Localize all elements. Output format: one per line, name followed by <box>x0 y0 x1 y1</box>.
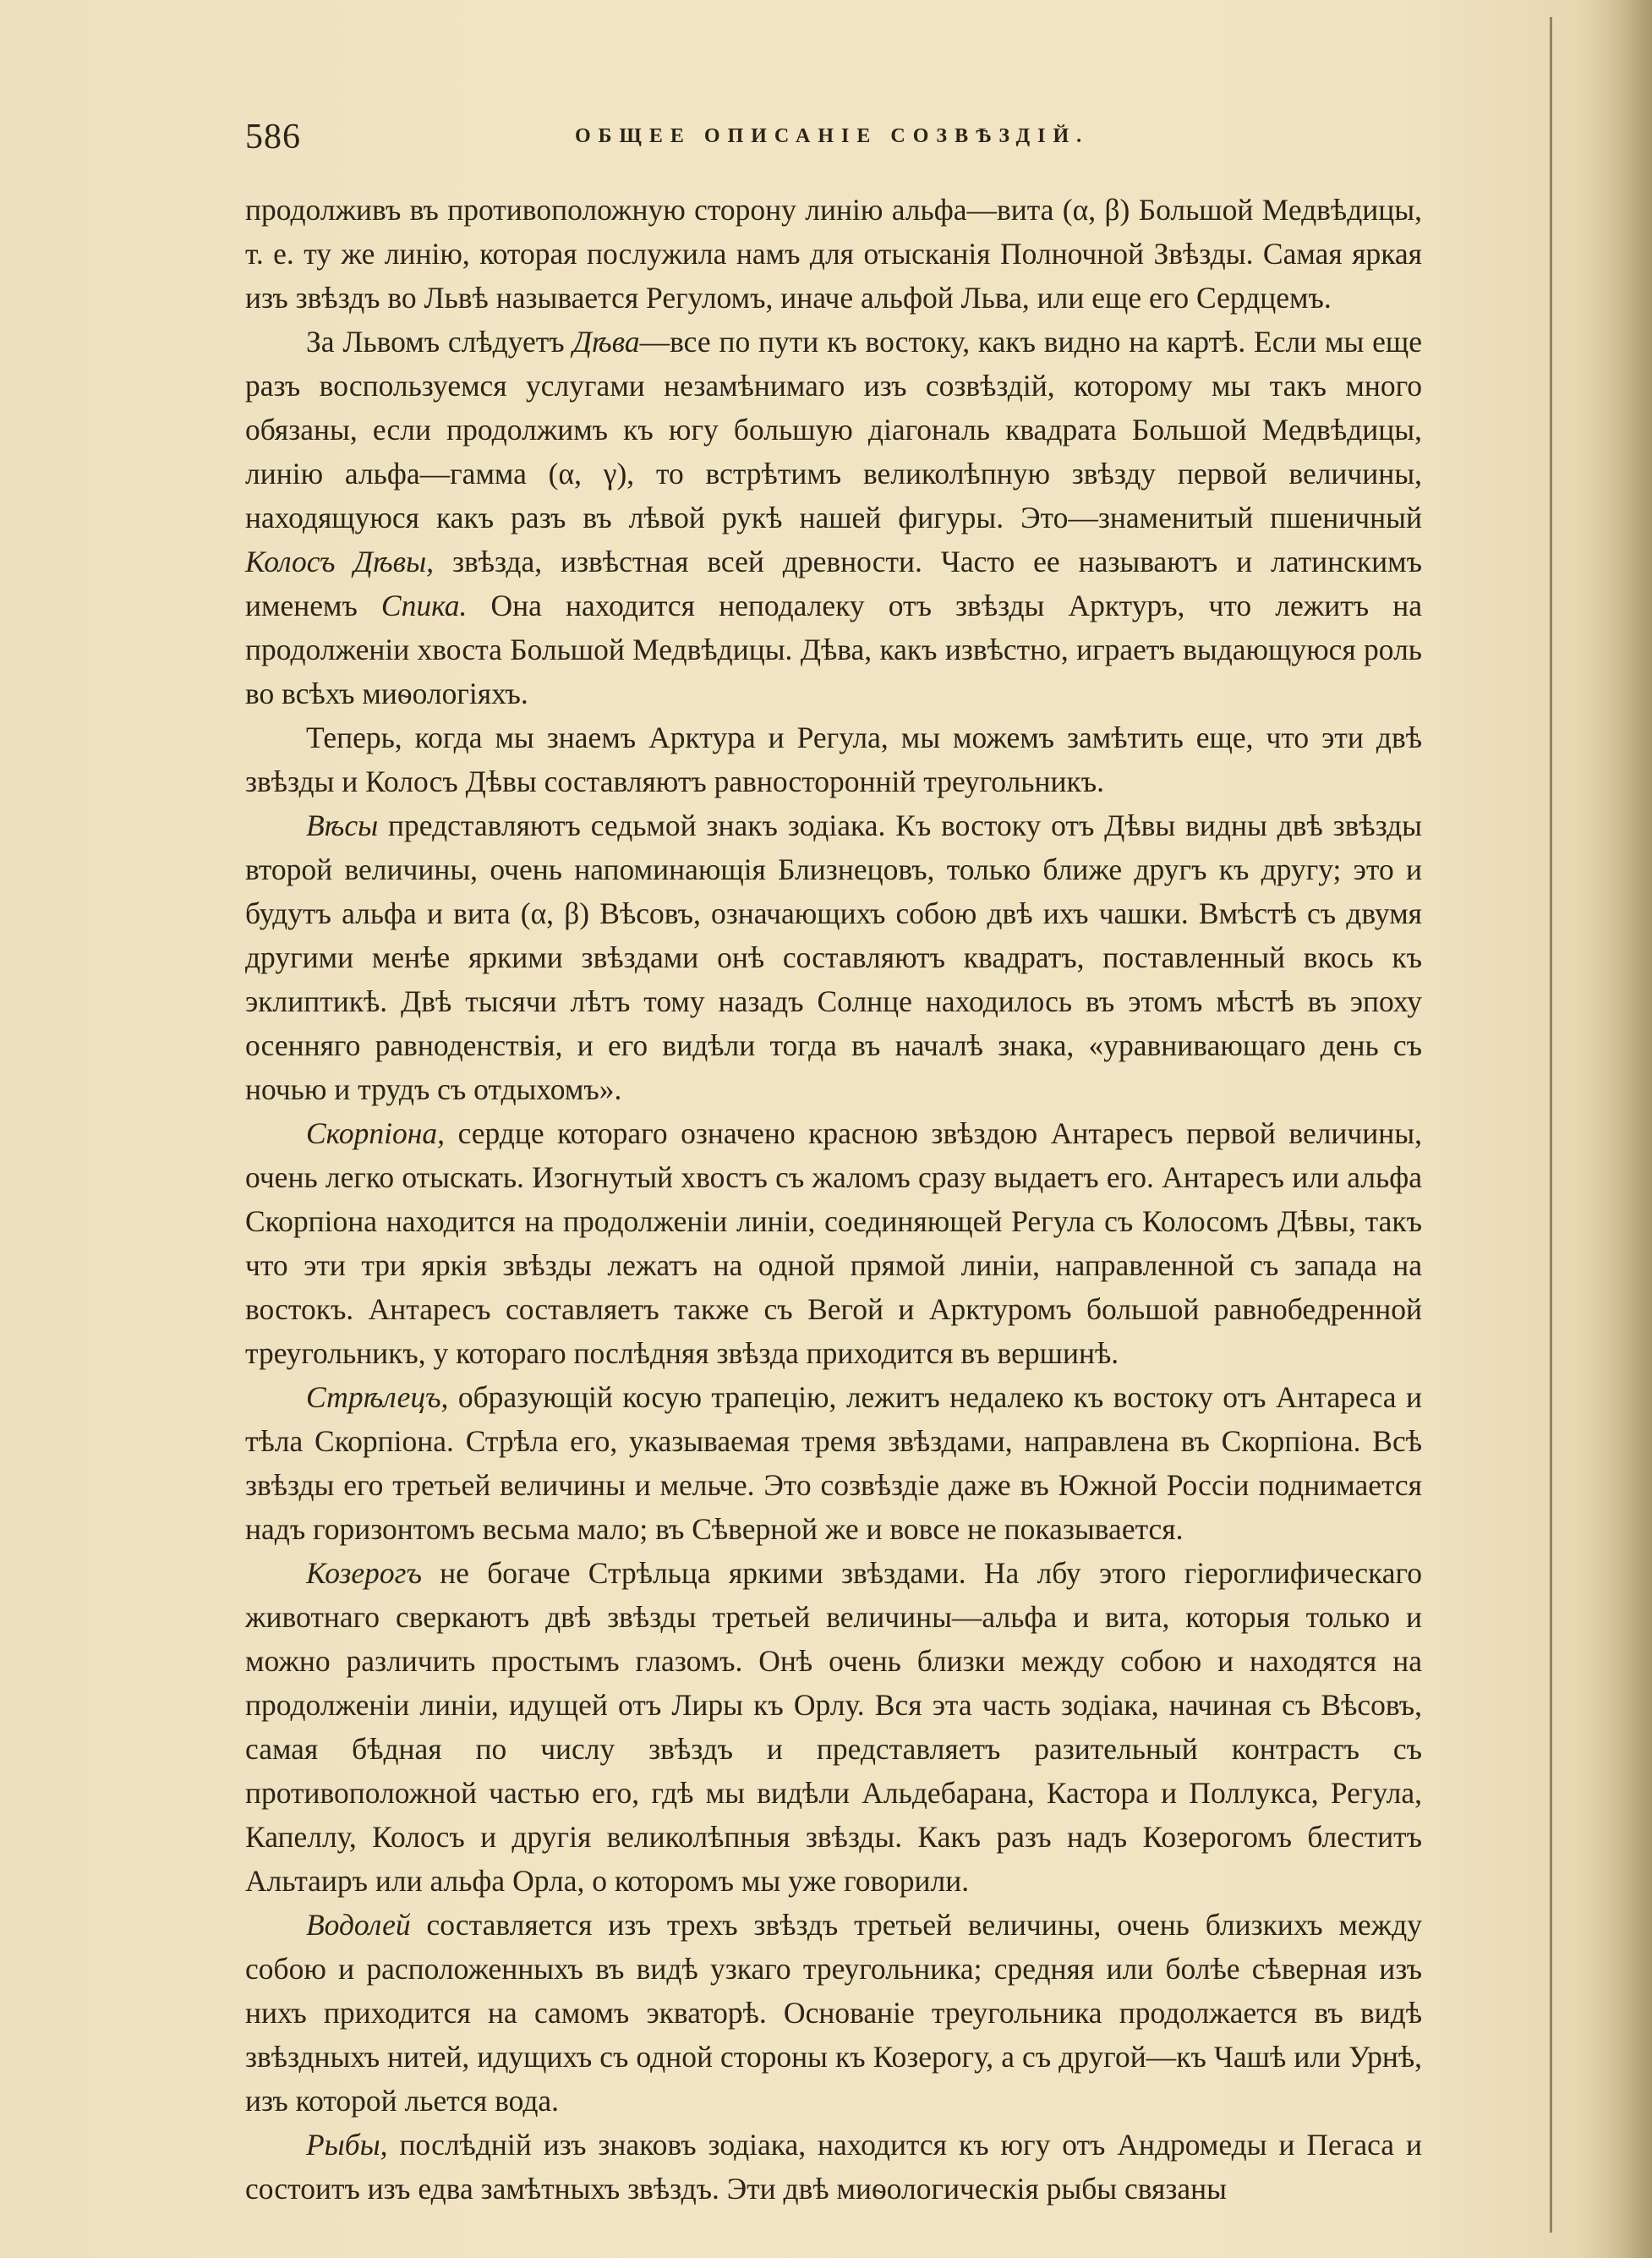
term-sagittarius: Стрѣлецъ, <box>306 1380 449 1414</box>
paragraph-7 <box>245 1551 1422 1903</box>
paragraph-text: звѣзда, извѣстная всей древности. Часто ее называютъ и латинскимъ именемъ <box>245 545 1422 622</box>
paragraph-text: сердце котораго означено красною звѣздою Антаресъ первой величины, очень легко отыскать. Изогнутый хвостъ съ жаломъ сразу выдаетъ его. Антаресъ или альфа Скорпіона находится на продолженіи линіи, соединяющей Регула съ Колосомъ Дѣвы, такъ что эти три яркія звѣзды лежатъ на одной прямой линіи, направленной съ запада на востокъ. Антаресъ составляетъ также съ Вегой и Арктуромъ большой равнобедренной треугольникъ, у котораго послѣдняя звѣзда приходится въ вершинѣ. <box>245 1116 1422 1370</box>
term-libra: Вѣсы <box>306 808 379 842</box>
paragraph-1 <box>245 188 1422 320</box>
paragraph-text: Теперь, когда мы знаемъ Арктура и Регула, мы можемъ замѣтить еще, что эти двѣ звѣзды и Колосъ Дѣвы составляютъ равносторонній треугольникъ. <box>245 721 1422 798</box>
paragraph-text: продолживъ въ противоположную сторону линію альфа—вита (α, β) Большой Медвѣдицы, т. е. ту же линію, которая послужила намъ для отысканія Полночной Звѣзды. Самая яркая изъ звѣздъ во Львѣ называется Регуломъ, иначе альфой Льва, или еще его Сердцемъ. <box>245 193 1422 315</box>
term-pisces: Рыбы, <box>306 2128 388 2162</box>
paragraph-text: представляютъ седьмой знакъ зодіака. Къ востоку отъ Дѣвы видны двѣ звѣзды второй величины, очень напоминающія Близнецовъ, только ближе другъ къ другу; это и будутъ альфа и вита (α, β) Вѣсовъ, означающихъ собою двѣ ихъ чашки. Вмѣстѣ съ двумя другими менѣе яркими звѣздами онѣ составляютъ квадратъ, поставленный вкось къ эклиптикѣ. Двѣ тысячи лѣтъ тому назадъ Солнце находилось въ этомъ мѣстѣ въ эпоху осенняго равноденствія, и его видѣли тогда въ началѣ знака, «уравнивающаго день съ ночью и трудъ съ отдыхомъ». <box>245 808 1422 1106</box>
paragraph-text: —все по пути къ востоку, какъ видно на картѣ. Если мы еще разъ воспользуемся услугами незамѣнимаго изъ созвѣздій, которому мы такъ много обязаны, если продолжимъ къ югу большую діагональ квадрата Большой Медвѣдицы, линію альфа—гамма (α, γ), то встрѣтимъ великолѣпную звѣзду первой величины, находящуюся какъ разъ въ лѣвой рукѣ нашей фигуры. Это—знаменитый пшеничный <box>245 325 1422 534</box>
term-aquarius: Водолей <box>306 1908 411 1942</box>
paragraph-text: составляется изъ трехъ звѣздъ третьей величины, очень близкихъ между собою и расположенныхъ въ видѣ узкаго треугольника; средняя или болѣе сѣверная изъ нихъ приходится на самомъ экваторѣ. Основаніе треугольника продолжается въ видѣ звѣздныхъ нитей, идущихъ съ одной стороны къ Козерогу, а съ другой—къ Чашѣ или Урнѣ, изъ которой льется вода. <box>245 1908 1422 2118</box>
paragraph-8 <box>245 1903 1422 2123</box>
term-virgo: Дѣва <box>572 325 640 359</box>
term-spica-latin: Спика. <box>380 589 468 622</box>
page-edge-shadow <box>1576 0 1652 2258</box>
paragraph-3 <box>245 715 1422 803</box>
paragraph-5 <box>245 1111 1422 1375</box>
term-scorpius: Скорпіона, <box>306 1116 446 1150</box>
paragraph-4 <box>245 803 1422 1111</box>
page-number: 586 <box>245 118 301 156</box>
paragraph-9 <box>245 2123 1422 2211</box>
paragraph-text: За Львомъ слѣдуетъ <box>306 325 573 359</box>
paragraph-2 <box>245 320 1422 715</box>
running-title: ОБЩЕЕ ОПИСАНІЕ СОЗВѢЗДІЙ. <box>575 125 1090 147</box>
paragraph-text: Она находится неподалеку отъ звѣзды Арктуръ, что лежитъ на продолженіи хвоста Большой Медвѣдицы. Дѣва, какъ извѣстно, играетъ выдающуюся роль во всѣхъ миѳологіяхъ. <box>245 589 1423 710</box>
paragraph-text: образующій косую трапецію, лежитъ недалеко къ востоку отъ Антареса и тѣла Скорпіона. Стрѣла его, указываемая тремя звѣздами, направлена въ Скорпіона. Всѣ звѣзды его третьей величины и мельче. Это созвѣздіе даже въ Южной Россіи поднимается надъ горизонтомъ весьма мало; въ Сѣверной же и вовсе не показывается. <box>245 1380 1422 1546</box>
body-text <box>245 188 1422 2211</box>
paragraph-text: послѣдній изъ знаковъ зодіака, находится къ югу отъ Андромеды и Пегаса и состоитъ изъ едва замѣтныхъ звѣздъ. Эти двѣ миѳологическія рыбы связаны <box>245 2128 1422 2206</box>
paragraph-6 <box>245 1375 1422 1551</box>
paragraph-text: не богаче Стрѣльца яркими звѣздами. На лбу этого гіероглифическаго животнаго сверкаютъ двѣ звѣзды третьей величины—альфа и вита, которыя только и можно различить простымъ глазомъ. Онѣ очень близки между собою и находятся на продолженіи линіи, идущей отъ Лиры къ Орлу. Вся эта часть зодіака, начиная съ Вѣсовъ, самая бѣдная по числу звѣздъ и представляетъ разительный контрастъ съ противоположной частью его, гдѣ мы видѣли Альдебарана, Кастора и Поллукса, Регула, Капеллу, Колосъ и другія великолѣпныя звѣзды. Какъ разъ надъ Козерогомъ блеститъ Альтаиръ или альфа Орла, о которомъ мы уже говорили. <box>245 1556 1422 1898</box>
page-header <box>245 117 1429 159</box>
term-spica: Колосъ Дѣвы, <box>245 545 434 578</box>
term-capricornus: Козерогъ <box>306 1556 422 1590</box>
binding-line <box>1550 17 1552 2233</box>
